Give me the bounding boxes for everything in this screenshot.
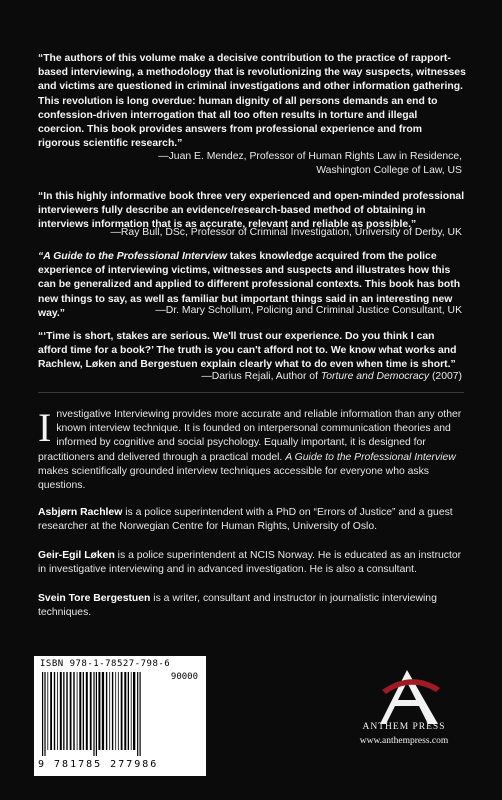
barcode-bar xyxy=(106,672,107,750)
author-bio-text: is a police superintendent with a PhD on “Errors of Justice” and a guest researcher at the Norwegian Centre for Human Rights, University of Oslo. xyxy=(38,507,453,533)
barcode-bar xyxy=(66,672,67,750)
author-name: Svein Tore Bergestuen xyxy=(38,593,151,604)
endorsement-quote-mendez: “The authors of this volume make a decisive contribution to the practice of rapport-based interviewing, a methodology that is revolutionizing the way suspects, witnesses and victims are questioned in criminal investigations and other information gathering. This revolution is long overdue: human dignity of all persons demands an end to confession-driven interrogation that all too often results in torture and illegal coercion. This book provides answers from professional experience and from rigorous scientific research.” xyxy=(38,53,466,150)
barcode-bar xyxy=(115,672,116,750)
author-bio-loken xyxy=(38,549,466,577)
barcode-bar xyxy=(118,672,119,750)
barcode-bar xyxy=(137,672,138,756)
price-code: 90000 xyxy=(170,672,198,682)
author-name: Geir-Egil Løken xyxy=(38,550,115,561)
barcode-bar xyxy=(124,672,126,750)
book-title: “A Guide to the Professional Interview xyxy=(38,251,227,262)
barcode-bar xyxy=(47,672,48,750)
barcode-bar xyxy=(90,672,92,750)
barcode-bar xyxy=(140,672,141,756)
anthem-press-logo-icon xyxy=(352,666,462,766)
barcode-bar xyxy=(83,672,84,750)
isbn-label: ISBN 978-1-78527-798-6 xyxy=(40,659,171,669)
barcode-number: 9 781785 277986 xyxy=(38,759,159,770)
description-text: nvestigative Interviewing provides more accurate and reliable information than any other known interview technique. It is founded on interpersonal communication theories and informed by cognitive and social psychology. Equally important, it is designed for practitioners and delivered through a practical model. xyxy=(38,409,462,463)
endorsement-attribution-mendez xyxy=(42,150,462,178)
barcode-bar xyxy=(63,672,64,750)
barcode-bar xyxy=(93,672,94,756)
barcode-bar xyxy=(133,672,135,750)
endorsement-attribution-rejali xyxy=(42,370,462,384)
description-text-end: makes scientifically grounded interview techniques accessible for everyone who asks questions. xyxy=(38,465,429,492)
section-divider xyxy=(38,392,464,393)
attribution-line: Washington College of Law, US xyxy=(316,165,462,177)
barcode-bar xyxy=(54,672,55,750)
barcode-bar xyxy=(70,672,72,750)
endorsement-quote-rejali: “‘Time is short, stakes are serious. We'll trust our experience. Do you think I can afford time for a book?’ The truth is you can't afford not to. We know what works and Rachlew, Løken and Bergestuen explain clearly what to do even when time is short.” xyxy=(38,331,457,371)
book-description xyxy=(38,405,466,493)
barcode-bar xyxy=(73,672,74,750)
drop-cap: I xyxy=(38,405,52,450)
author-bio-text: is a police superintendent at NCIS Norway. He is educated as an instructor in investigative interviewing and in advanced investigation. He is also a consultant. xyxy=(38,550,462,576)
barcode-bar xyxy=(44,672,45,756)
author-name: Asbjørn Rachlew xyxy=(38,507,123,518)
barcode-bar xyxy=(86,672,88,750)
barcode-bar xyxy=(109,672,110,750)
barcode-bar xyxy=(112,672,113,750)
barcode-bar xyxy=(98,672,100,750)
author-bio-rachlew xyxy=(38,506,466,534)
attribution-book-title: Torture and Democracy xyxy=(320,371,430,382)
author-bio-text: is a writer, consultant and instructor in journalistic interviewing techniques. xyxy=(38,593,437,619)
publisher-url: www.anthempress.com xyxy=(359,736,449,746)
author-bio-bergestuen xyxy=(38,592,466,620)
barcode-bar xyxy=(121,672,123,750)
endorsement-attribution-schollum: —Dr. Mary Schollum, Policing and Criminal Justice Consultant, UK xyxy=(155,305,462,316)
isbn-barcode xyxy=(34,656,206,776)
publisher-name: ANTHEM PRESS xyxy=(362,722,446,732)
barcode-bar xyxy=(50,672,52,750)
endorsement-attribution-bull: —Ray Bull, DSc, Professor of Criminal Investigation, University of Derby, UK xyxy=(110,227,462,238)
attribution-line: —Juan E. Mendez, Professor of Human Rights Law in Residence, xyxy=(158,151,462,162)
attribution-suffix: (2007) xyxy=(429,371,462,382)
barcode-bar xyxy=(77,672,78,750)
barcode-bar xyxy=(96,672,97,756)
barcode-bar xyxy=(128,672,129,750)
barcode-bar xyxy=(60,672,62,750)
attribution-prefix: —Darius Rejali, Author of xyxy=(201,371,321,382)
description-book-title: A Guide to the Professional Interview xyxy=(285,451,456,463)
quote-text: takes knowledge acquired from the police experience of interviewing victims, witnesses and suspects and illustrates how this can be generalized and applied to different professional contexts. This book has both new things to say, as well as familiar but important things said in an interesting new way.” xyxy=(38,251,461,319)
barcode-bar xyxy=(79,672,81,750)
barcode-bars xyxy=(40,672,200,756)
barcode-bar xyxy=(102,672,104,750)
barcode-bar xyxy=(42,672,43,756)
barcode-bar xyxy=(131,672,132,750)
endorsement-quote-bull: “In this highly informative book three very experienced and open-minded professional interviewers fully describe an evidence/research-based method of obtaining in interviews information that is as accurate, relevant and reliable as possible.” xyxy=(38,191,465,231)
barcode-bar xyxy=(57,672,58,750)
